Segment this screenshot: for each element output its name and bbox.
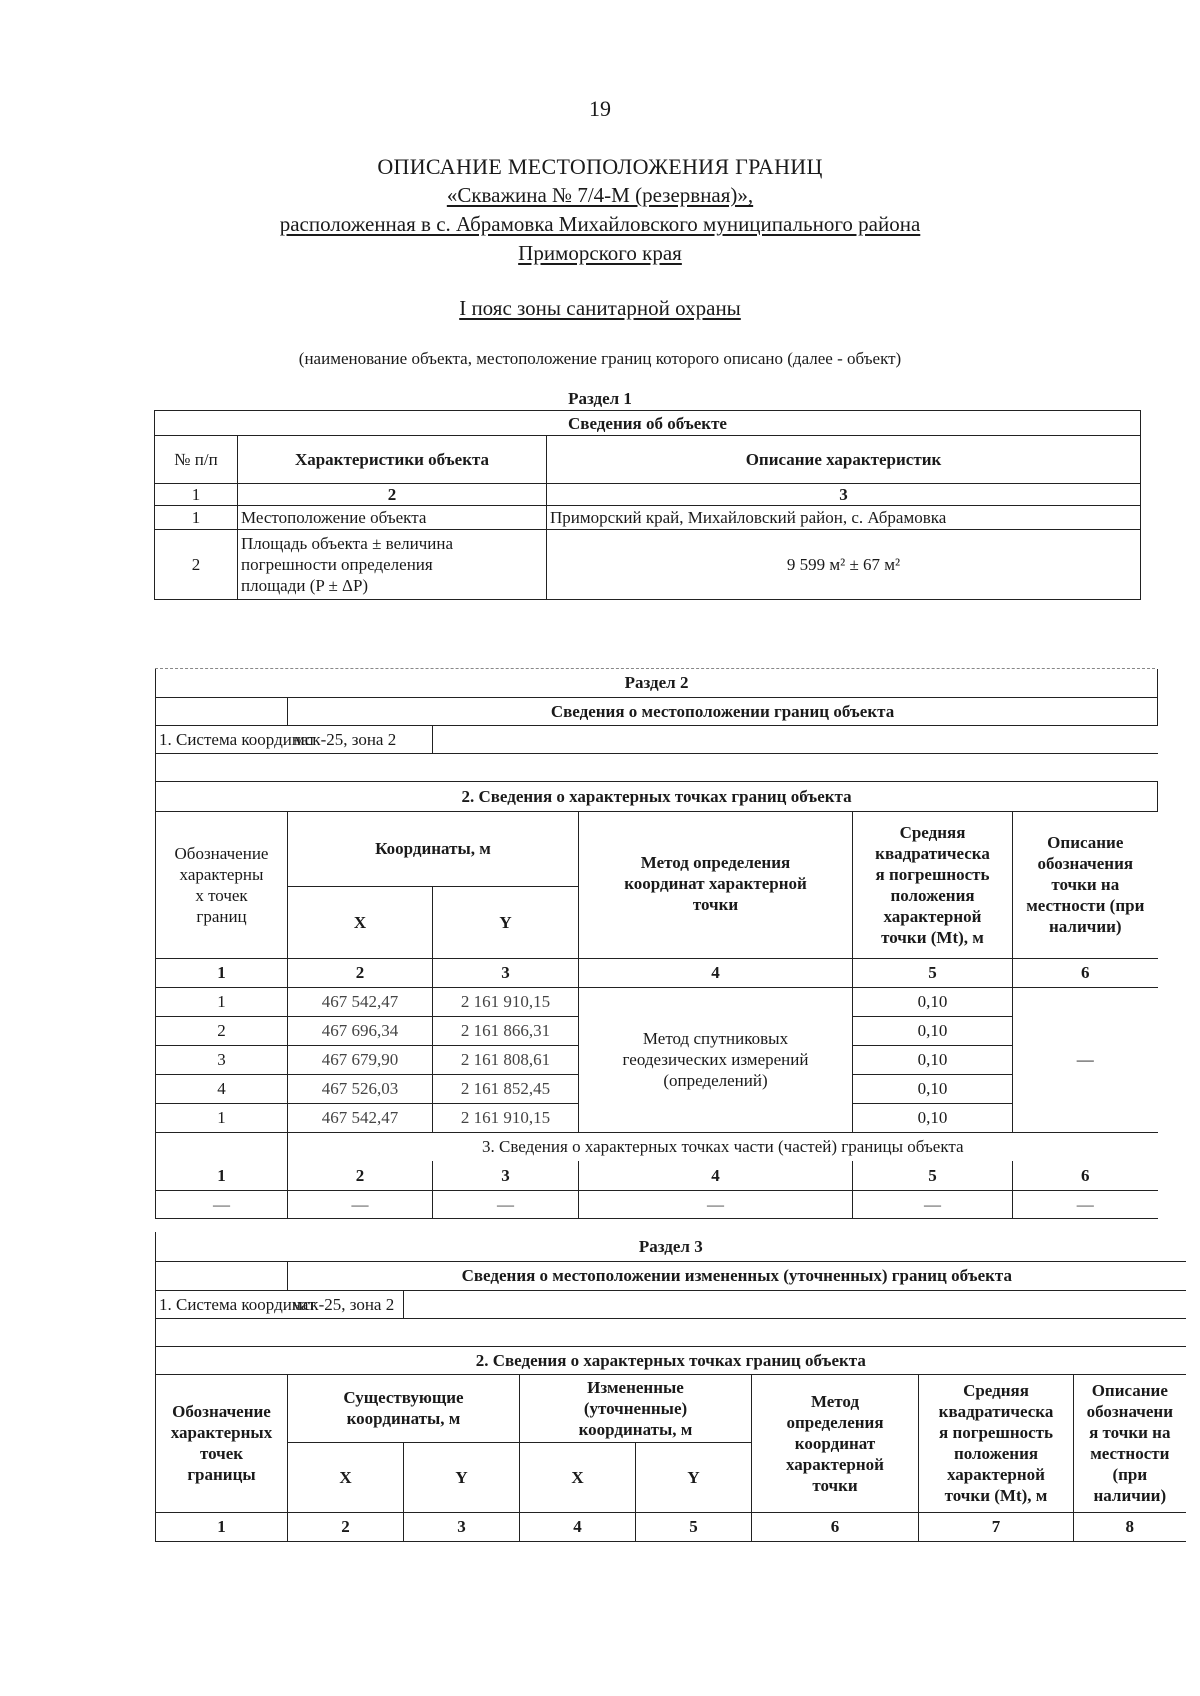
coord-system-label-text: 1. Система координат	[159, 1294, 316, 1314]
header-line: положения	[953, 1444, 1039, 1463]
header-line: (уточненные)	[583, 1398, 688, 1418]
document-title: ОПИСАНИЕ МЕСТОПОЛОЖЕНИЯ ГРАНИЦ	[377, 154, 823, 179]
index-cell: 7	[919, 1512, 1074, 1541]
point-y: 2 161 910,15	[433, 1103, 579, 1132]
point-number: 1	[156, 987, 288, 1016]
index-cell: 6	[1013, 958, 1158, 987]
col-num-header: № п/п	[155, 436, 238, 484]
header-line: Измененные	[587, 1377, 684, 1397]
header-line: Описание	[1047, 833, 1124, 852]
point-y: 2 161 808,61	[433, 1045, 579, 1074]
section2-subtitle: Сведения о местоположении границ объекта	[288, 697, 1158, 725]
char-line: площади (P ± ΔP)	[241, 576, 369, 595]
page-number: 19	[589, 96, 611, 121]
object-caption: (наименование объекта, местоположение границ которого описано (далее - объект)	[298, 349, 902, 368]
parts-dash-cell: —	[853, 1190, 1013, 1218]
section1-subtitle: Сведения об объекте	[155, 411, 1141, 436]
row-char	[238, 530, 547, 600]
error-header	[853, 811, 1013, 958]
method-line: Метод спутниковых	[642, 1029, 789, 1048]
coord-system-value-text: мск-25, зона 2	[294, 729, 397, 749]
section3-subtitle: Сведения о местоположении измененных (уточненных) границ объекта	[288, 1261, 1186, 1290]
points-title: 2. Сведения о характерных точках границ объекта	[156, 1346, 1186, 1374]
point-x: 467 542,47	[288, 987, 433, 1016]
header-line: точек	[199, 1444, 244, 1463]
points-title: 2. Сведения о характерных точках границ объекта	[156, 781, 1158, 811]
point-x: 467 526,03	[288, 1074, 433, 1103]
y-header: Y	[433, 886, 579, 958]
parts-index-cell: 6	[1013, 1161, 1158, 1190]
index-cell: 1	[156, 1512, 288, 1541]
point-x: 467 679,90	[288, 1045, 433, 1074]
row-num: 2	[155, 530, 238, 600]
object-name: «Скважина № 7/4-М (резервная)»,	[446, 183, 754, 207]
col-desc-header: Описание характеристик	[547, 436, 1141, 484]
parts-index-cell: 2	[288, 1161, 433, 1190]
header-line: характерных	[170, 1423, 273, 1442]
header-line: наличии)	[1048, 917, 1122, 936]
row-desc: Приморский край, Михайловский район, с. Абрамовка	[547, 506, 1141, 530]
index-cell: 1	[155, 484, 238, 506]
header-line: Метод определения	[640, 852, 791, 872]
parts-index-cell: 3	[433, 1161, 579, 1190]
point-number: 1	[156, 1103, 288, 1132]
header-line: Метод	[810, 1391, 860, 1411]
char-line: погрешности определения	[241, 555, 433, 574]
header-line: Средняя	[899, 822, 966, 842]
desc-header	[1013, 811, 1158, 958]
point-y: 2 161 852,45	[433, 1074, 579, 1103]
point-y: 2 161 866,31	[433, 1016, 579, 1045]
index-cell: 3	[433, 958, 579, 987]
row-num: 1	[155, 506, 238, 530]
section1-table	[154, 410, 1141, 600]
parts-title: 3. Сведения о характерных точках части (частей) границы объекта	[288, 1132, 1158, 1161]
header-line: местности	[1090, 1444, 1170, 1463]
index-cell: 5	[853, 958, 1013, 987]
method-header	[579, 811, 853, 958]
index-cell: 2	[288, 1512, 404, 1541]
coord-system-value	[294, 725, 1158, 753]
point-x: 467 542,47	[288, 1103, 433, 1132]
method-line: геодезических измерений	[622, 1050, 809, 1069]
header-line: обозначения	[1037, 854, 1134, 873]
section3-title: Раздел 3	[156, 1232, 1186, 1261]
header-line: характерной	[883, 906, 982, 926]
header-line: квадратическа	[938, 1402, 1054, 1421]
point-mt: 0,10	[853, 1045, 1013, 1074]
col-char-header: Характеристики объекта	[238, 436, 547, 484]
x-header: X	[288, 886, 433, 958]
section1-title: Раздел 1	[568, 389, 632, 408]
header-line: обозначени	[1086, 1402, 1174, 1421]
header-line: точки	[692, 894, 739, 914]
existing-coords-header	[288, 1374, 520, 1442]
header-line: характерной	[947, 1465, 1045, 1484]
table-row	[155, 530, 1141, 600]
header-line: точки	[812, 1475, 858, 1495]
parts-index-cell: 1	[156, 1161, 288, 1190]
point-number: 2	[156, 1016, 288, 1045]
header-line: координаты, м	[346, 1409, 461, 1428]
error-header	[919, 1374, 1074, 1512]
header-line: координаты, м	[578, 1419, 693, 1439]
header-line: Средняя	[963, 1381, 1029, 1400]
parts-dash-cell: —	[579, 1190, 853, 1218]
char-line: Площадь объекта ± величина	[241, 534, 454, 553]
row-char: Местоположение объекта	[238, 506, 547, 530]
index-cell: 8	[1074, 1512, 1186, 1541]
point-mt: 0,10	[853, 987, 1013, 1016]
header-line: я погрешность	[939, 1423, 1053, 1442]
existing-y-header: Y	[404, 1442, 520, 1512]
header-line: точки (Mt), м	[881, 927, 984, 947]
header-line: характерной	[786, 1454, 884, 1474]
index-cell: 1	[156, 958, 288, 987]
point-number: 4	[156, 1074, 288, 1103]
parts-dash-cell: —	[288, 1190, 433, 1218]
zone-title: I пояс зоны санитарной охраны	[459, 296, 741, 320]
point-mt: 0,10	[853, 1103, 1013, 1132]
section2-title: Раздел 2	[156, 669, 1158, 697]
existing-x-header: X	[288, 1442, 404, 1512]
changed-coords-header	[520, 1374, 752, 1442]
area-value: 9 599 м² ± 67 м²	[547, 530, 1141, 600]
header-line: координат	[794, 1433, 876, 1453]
header-line: наличии)	[1093, 1486, 1167, 1505]
point-x: 467 696,34	[288, 1016, 433, 1045]
point-number: 3	[156, 1045, 288, 1074]
parts-dash-cell: —	[1013, 1190, 1158, 1218]
desc-header	[1074, 1374, 1186, 1512]
point-mt: 0,10	[853, 1016, 1013, 1045]
header-line: местности (при	[1026, 896, 1145, 915]
designation-header	[156, 811, 288, 958]
header-line: Обозначение	[174, 843, 269, 863]
header-line: (при	[1112, 1465, 1148, 1484]
method-line: (определений)	[663, 1071, 768, 1090]
header-line: х точек	[195, 885, 248, 905]
parts-dash-cell: —	[433, 1190, 579, 1218]
header-line: координат характерной	[624, 873, 807, 893]
location-line-2: Приморского края	[518, 241, 682, 265]
designation-header	[156, 1374, 288, 1512]
method-value	[579, 987, 853, 1132]
changed-x-header: X	[520, 1442, 636, 1512]
coords-header: Координаты, м	[288, 811, 579, 886]
parts-dash-cell: —	[156, 1190, 288, 1218]
header-line: границ	[196, 906, 247, 926]
desc-value: —	[1013, 987, 1158, 1132]
point-y: 2 161 910,15	[433, 987, 579, 1016]
location-line-1: расположенная в с. Абрамовка Михайловского муниципального района	[279, 212, 921, 236]
header-line: точки (Mt), м	[944, 1486, 1048, 1505]
table-row	[156, 987, 1158, 1016]
section3-table	[155, 1232, 1186, 1542]
index-cell: 4	[579, 958, 853, 987]
coord-system-value-text: мск-25, зона 2	[292, 1294, 395, 1314]
parts-index-cell: 5	[853, 1161, 1013, 1190]
header-line: я точки на	[1089, 1423, 1171, 1442]
header-line: квадратическа	[875, 843, 990, 863]
table-row	[155, 506, 1141, 530]
parts-index-cell: 4	[579, 1161, 853, 1190]
changed-y-header: Y	[636, 1442, 752, 1512]
header-line: границы	[187, 1465, 256, 1484]
header-line: я погрешность	[875, 864, 990, 884]
index-cell: 6	[752, 1512, 919, 1541]
header-line: Существующие	[343, 1388, 464, 1407]
index-cell: 3	[547, 484, 1141, 506]
index-cell: 2	[238, 484, 547, 506]
index-cell: 4	[520, 1512, 636, 1541]
method-header	[752, 1374, 919, 1512]
header-line: точки на	[1051, 875, 1120, 894]
index-cell: 2	[288, 958, 433, 987]
section2-table	[155, 669, 1158, 1219]
header-line: Описание	[1091, 1381, 1168, 1400]
point-mt: 0,10	[853, 1074, 1013, 1103]
index-cell: 5	[636, 1512, 752, 1541]
header-line: характерны	[179, 864, 264, 884]
coord-system-label-text: 1. Система координат	[159, 729, 316, 749]
header-line: Обозначение	[172, 1402, 271, 1421]
header-line: определения	[786, 1412, 884, 1432]
header-line: положения	[890, 885, 975, 905]
index-cell: 3	[404, 1512, 520, 1541]
coord-system-value	[292, 1290, 1186, 1318]
